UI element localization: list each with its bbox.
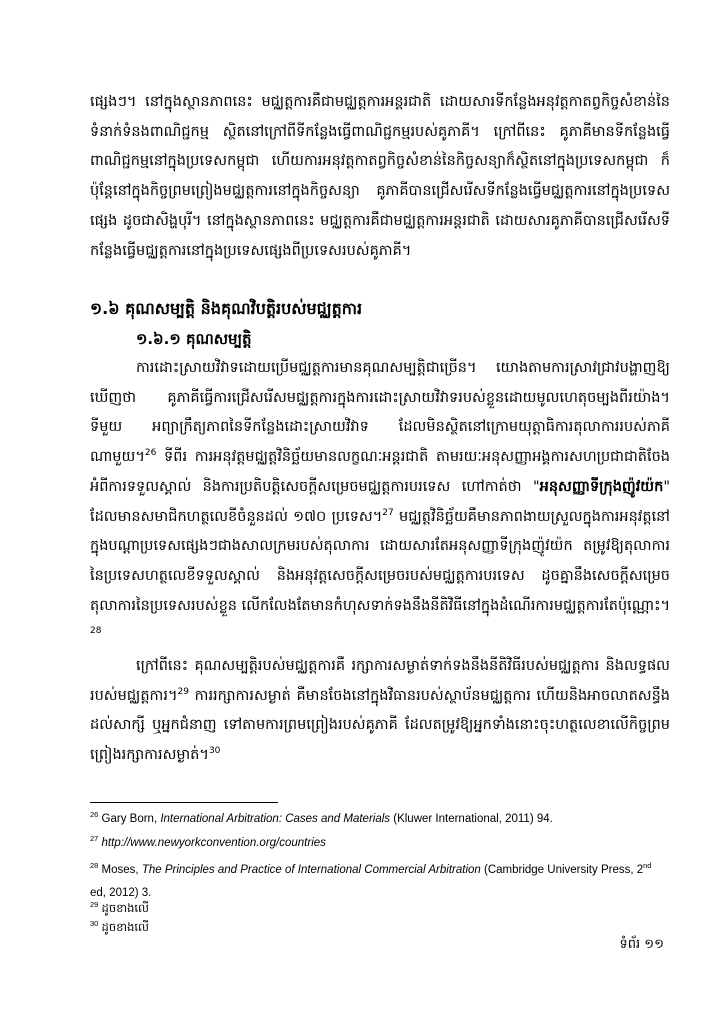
footnote-27-url: http://www.newyorkconvention.org/countries: [98, 837, 326, 849]
footnote-27: [90, 836, 670, 851]
footnote-26-number: 26: [90, 810, 99, 820]
paragraph-2-text-c: " ដែលមានសមាជិកហត្ថលេខីចំនួនដល់ ១៧០ ប្រទេស។: [90, 478, 670, 525]
footnote-28-title: The Principles and Practice of International Commercial Arbitration: [141, 864, 481, 876]
footnote-30-text: ដូចខាងលើ: [98, 922, 149, 934]
footnote-26-author: Gary Born,: [98, 813, 161, 825]
footnote-ref-28: 28: [90, 626, 102, 637]
footnote-29-number: 29: [90, 900, 99, 910]
footnote-ref-29: 29: [177, 686, 189, 697]
footnote-ref-30: 30: [208, 746, 221, 757]
footnote-28-ordinal: nd: [643, 861, 652, 871]
footnote-divider: [90, 802, 278, 803]
footnote-26: [90, 812, 670, 827]
paragraph-2-text-d: មជ្ឈត្តវិនិច្ឆ័យគឺមានភាពងាយស្រួលក្នុងការអនុវត្តនៅក្នុងបណ្តាប្រទេសផ្សេងៗជាងសាលក្រមរបស់តុលាការ ដោយសារតែអនុសញ្ញាទីក្រុងញ៉ូវយ៉ក តម្រូវឱ្យតុលាការនៃប្រទេសហត្ថលេខីទទួលស្គាល់ និងអនុវត្តសេចក្តីសម្រេចរបស់មជ្ឈត្តការបរទេស ដូចគ្នានឹងសេចក្តីសម្រេចតុលាការនៃប្រទេសរបស់ខ្លួន លើកលែងតែមានកំហុសទាក់ទងនឹងនីតិវិធីនៅក្នុងដំណើរការមជ្ឈត្តការតែប៉ុណ្ណោះ។: [90, 508, 671, 614]
paragraph-2-text-b: ទីពីរ ការអនុវត្តមជ្ឈត្តវិនិច្ឆ័យមានលក្ខណៈអន្តរជាតិ តាមរយៈអនុសញ្ញាអង្គការសហប្រជាជាតិចែងអំពីការទទួលស្គាល់ និងការប្រតិបត្តិសេចក្តីសម្រេចមជ្ឈត្តការបរទេស ហៅកាត់ថា ": [90, 449, 670, 495]
paragraph-2-text-a: ការដោះស្រាយវិវាទដោយប្រើមជ្ឈត្តការមានគុណសម្បត្តិជាច្រើន។ យោងតាមការស្រាវជ្រាវបង្ហាញឱ្យឃើញថា គូភាគីធ្វើការជ្រើសរើសមជ្ឈត្តការក្នុងការដោះស្រាយវិវាទរបស់ខ្លួនដោយមូលហេតុចម្បងពីរយ៉ាង។ ទីមួយ អព្យាក្រឹត្យភាពនៃទីកន្លែងដោះស្រាយវិវាទ ដែលមិនស្ថិតនៅក្រោមយុត្តាធិការតុលាការរបស់ភាគីណាមួយ។: [90, 360, 670, 466]
footnote-ref-26: 26: [144, 448, 157, 459]
page-number: ទំព័រ ១១: [619, 937, 664, 952]
footnote-29-text: ដូចខាងលើ: [98, 903, 149, 915]
paragraph-2: [90, 354, 670, 651]
footnote-28-edition: ed, 2012) 3.: [90, 887, 152, 899]
convention-name: អនុសញ្ញាទីក្រុងញ៉ូវយ៉ក: [539, 478, 664, 495]
footnote-28: [90, 859, 670, 905]
section-heading: ១.៦ គុណសម្បត្តិ និងគុណវិបត្តិរបស់មជ្ឈត្តការ: [90, 299, 363, 318]
footnote-28-publisher: (Cambridge University Press, 2: [480, 864, 644, 876]
paragraph-3-text-b: ការរក្សាការសម្ងាត់ គឺមានចែងនៅក្នុងវិធានរបស់ស្ថាប័នមជ្ឈត្តការ ហើយនិងអាចលាតសន្ធឹងដល់សាក្សី ឬអ្នកជំនាញ ទៅតាមការព្រមព្រៀងរបស់គូភាគី ដែលតម្រូវឱ្យអ្នកទាំងនោះចុះហត្ថលេខាលើកិច្ចព្រមព្រៀងរក្សាការសម្ងាត់។: [90, 687, 670, 764]
footnote-28-number: 28: [90, 861, 99, 871]
paragraph-1: ផ្សេងៗ។ នៅក្នុងស្ថានភាពនេះ មជ្ឈត្តការគឺជាមជ្ឈត្តការអន្តរជាតិ ដោយសារទីកន្លែងអនុវត្តកាតព្វកិច្ចសំខាន់នៃទំនាក់ទំនងពាណិជ្ជកម្ម ស្ថិតនៅក្រៅពីទីកន្លែងធ្វើពាណិជ្ជកម្មរបស់គូភាគី។ ក្រៅពីនេះ គូភាគីមានទីកន្លែងធ្វើពាណិជ្ជកម្មនៅក្នុងប្រទេសកម្ពុជា ហើយការអនុវត្តកាតព្វកិច្ចសំខាន់នៃកិច្ចសន្យាក៏ស្ថិតនៅក្នុងប្រទេសកម្ពុជា ក៏ប៉ុន្តែនៅក្នុងកិច្ចព្រមព្រៀងមជ្ឈត្តការនៅក្នុងកិច្ចសន្យា គូភាគីបានជ្រើសរើសទីកន្លែងធ្វើមជ្ឈត្តការនៅក្នុងប្រទេសផ្សេង ដូចជាសិង្ហបុរី។ នៅក្នុងស្ថានភាពនេះ មជ្ឈត្តការគឺជាមជ្ឈត្តការអន្តរជាតិ ដោយសារគូភាគីបានជ្រើសរើសទីកន្លែងធ្វើមជ្ឈត្តការនៅក្នុងប្រទេសផ្សេងពីប្រទេសរបស់គូភាគី។: [90, 94, 670, 259]
footnote-28-author: Moses,: [98, 864, 142, 876]
footnote-30-number: 30: [90, 919, 99, 929]
footnote-27-number: 27: [90, 834, 99, 844]
paragraph-3: [90, 652, 670, 771]
footnote-26-title: International Arbitration: Cases and Materials: [160, 813, 391, 825]
footnote-ref-27: 27: [382, 507, 394, 518]
subsection-heading: ១.៦.១ គុណសម្បត្តិ: [136, 330, 252, 348]
footnote-29: [90, 902, 670, 917]
paragraph-3-text-a: ក្រៅពីនេះ គុណសម្បត្តិរបស់មជ្ឈត្តការគឺ រក្សាការសម្ងាត់ទាក់ទងនឹងនីតិវិធីរបស់មជ្ឈត្តការ និងលទ្ធផលរបស់មជ្ឈត្តការ។: [90, 658, 670, 704]
footnote-26-publisher: (Kluwer International, 2011) 94.: [390, 813, 553, 825]
footnote-30: [90, 921, 670, 936]
